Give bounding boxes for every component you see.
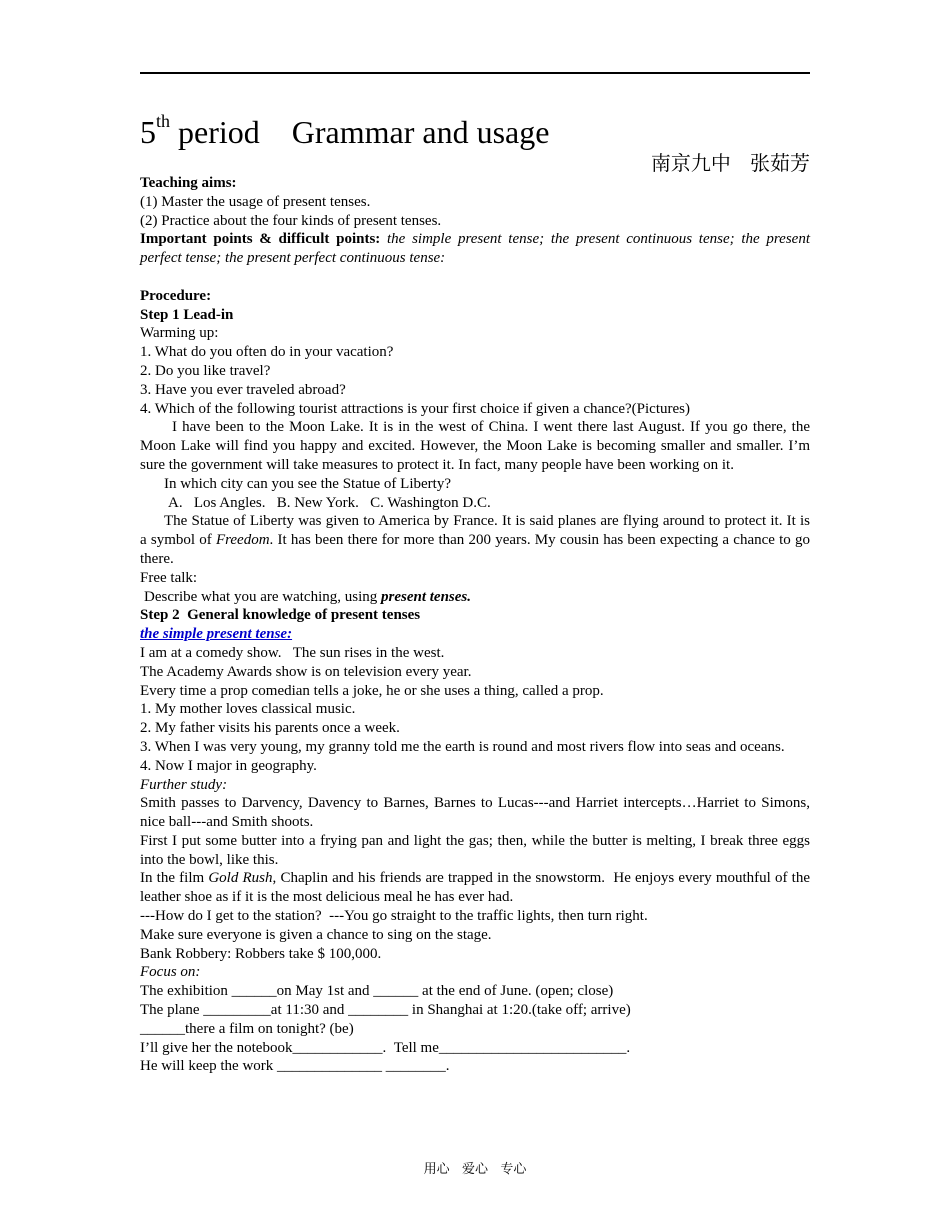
focus-exercise: I’ll give her the notebook____________. Tell me_________________________. bbox=[140, 1039, 631, 1056]
important-label: Important points & difficult points: bbox=[140, 231, 381, 248]
title-number: 5 bbox=[140, 114, 156, 150]
page-footer: 用心 爱心 专心 bbox=[423, 1162, 527, 1177]
example-line: 4. Now I major in geography. bbox=[140, 757, 317, 774]
focus-exercise: The plane _________at 11:30 and ________ in Shanghai at 1:20.(take off; arrive) bbox=[140, 1002, 631, 1019]
focus-heading: Focus on: bbox=[140, 964, 201, 981]
example-line: Every time a prop comedian tells a joke, he or she uses a thing, called a prop. bbox=[140, 682, 604, 699]
focus-exercise: The exhibition ______on May 1st and ______ at the end of June. (open; close) bbox=[140, 983, 614, 1000]
question-item: 1. What do you often do in your vacation? bbox=[140, 344, 394, 361]
gold-rush-text-1: In the film bbox=[140, 870, 209, 887]
moon-lake-paragraph: I have been to the Moon Lake. It is in the west of China. I went there last August. If you go there, the Moon Lake will find you happy and excited. However, the Moon Lake is becoming smaller and smaller. I’m sure the government will take measures to protect it. In fact, many people have been working on it. bbox=[140, 419, 810, 473]
focus-exercise: ______there a film on tonight? (be) bbox=[140, 1020, 354, 1037]
step2-heading: Step 2 General knowledge of present tenses bbox=[140, 607, 421, 624]
further-paragraph: Bank Robbery: Robbers take $ 100,000. bbox=[140, 945, 382, 962]
liberty-question: In which city can you see the Statue of Liberty? bbox=[164, 475, 451, 492]
describe-emphasis: present tenses. bbox=[381, 588, 472, 605]
further-paragraph: Make sure everyone is given a chance to sing on the stage. bbox=[140, 926, 492, 943]
further-paragraph: ---How do I get to the station? ---You go straight to the traffic lights, then turn right. bbox=[140, 908, 648, 925]
gold-rush-text-2: , Chaplin and his friends are trapped in the snowstorm. He enjoys every mouthful of the leather shoe as if it is the most delicious meal he has ever had. bbox=[140, 870, 811, 906]
example-line: The Academy Awards show is on television every year. bbox=[140, 663, 472, 680]
further-paragraph: Smith passes to Darvency, Davency to Barnes, Barnes to Lucas---and Harriet intercepts…Harriet to Simons, nice ball---and Smith shoots. bbox=[140, 795, 810, 831]
title-superscript: th bbox=[156, 111, 171, 132]
liberty-text-2: . It has been there for more than 200 years. My cousin has been expecting a chance to go there. bbox=[140, 532, 810, 567]
author-line: 南京九中 张茹芳 bbox=[650, 151, 810, 175]
example-line: 1. My mother loves classical music. bbox=[140, 701, 356, 718]
step1-heading: Step 1 Lead-in bbox=[140, 306, 234, 323]
aims-heading: Teaching aims: bbox=[140, 175, 237, 191]
question-item: 2. Do you like travel? bbox=[140, 362, 271, 379]
further-study-heading: Further study: bbox=[140, 776, 228, 793]
describe-line bbox=[140, 588, 810, 607]
further-paragraph bbox=[140, 869, 810, 907]
example-line: 2. My father visits his parents once a week. bbox=[140, 720, 400, 737]
liberty-paragraph bbox=[140, 512, 810, 568]
gold-rush-title: Gold Rush bbox=[208, 870, 273, 887]
page-title bbox=[140, 108, 810, 156]
focus-exercise: He will keep the work ______________ ________. bbox=[140, 1058, 450, 1075]
procedure-heading: Procedure: bbox=[140, 287, 212, 304]
important-points bbox=[140, 230, 810, 268]
further-paragraph: First I put some butter into a frying pan and light the gas; then, while the butter is melting, I break three eggs into the bowl, like this. bbox=[140, 832, 810, 868]
warming-up-label: Warming up: bbox=[140, 325, 219, 342]
liberty-text-1: The Statue of Liberty was given to America by France. It is said planes are flying around to protect it. It is a symbol of bbox=[140, 513, 810, 549]
liberty-emphasis: Freedom bbox=[215, 532, 270, 549]
example-line: 3. When I was very young, my granny told me the earth is round and most rivers flow into seas and oceans. bbox=[140, 738, 785, 755]
title-text: period Grammar and usage bbox=[170, 114, 550, 150]
liberty-options: A. Los Angles. B. New York. C. Washington D.C. bbox=[168, 494, 491, 511]
describe-text: Describe what you are watching, using bbox=[144, 588, 382, 605]
example-line: I am at a comedy show. The sun rises in the west. bbox=[140, 644, 445, 661]
free-talk-label: Free talk: bbox=[140, 569, 198, 586]
question-item: 4. Which of the following tourist attractions is your first choice if given a chance?(Pictures) bbox=[140, 400, 690, 417]
document-body bbox=[140, 108, 810, 1076]
header-rule bbox=[140, 72, 810, 74]
question-item: 3. Have you ever traveled abroad? bbox=[140, 381, 346, 398]
important-text: the simple present tense; the present continuous tense; the present perfect tense; the present perfect continuous tense: bbox=[140, 231, 810, 267]
aim-item: (2) Practice about the four kinds of present tenses. bbox=[140, 212, 442, 229]
simple-present-link[interactable]: the simple present tense: bbox=[140, 626, 293, 643]
spacer bbox=[140, 268, 810, 287]
aim-item: (1) Master the usage of present tenses. bbox=[140, 193, 371, 210]
